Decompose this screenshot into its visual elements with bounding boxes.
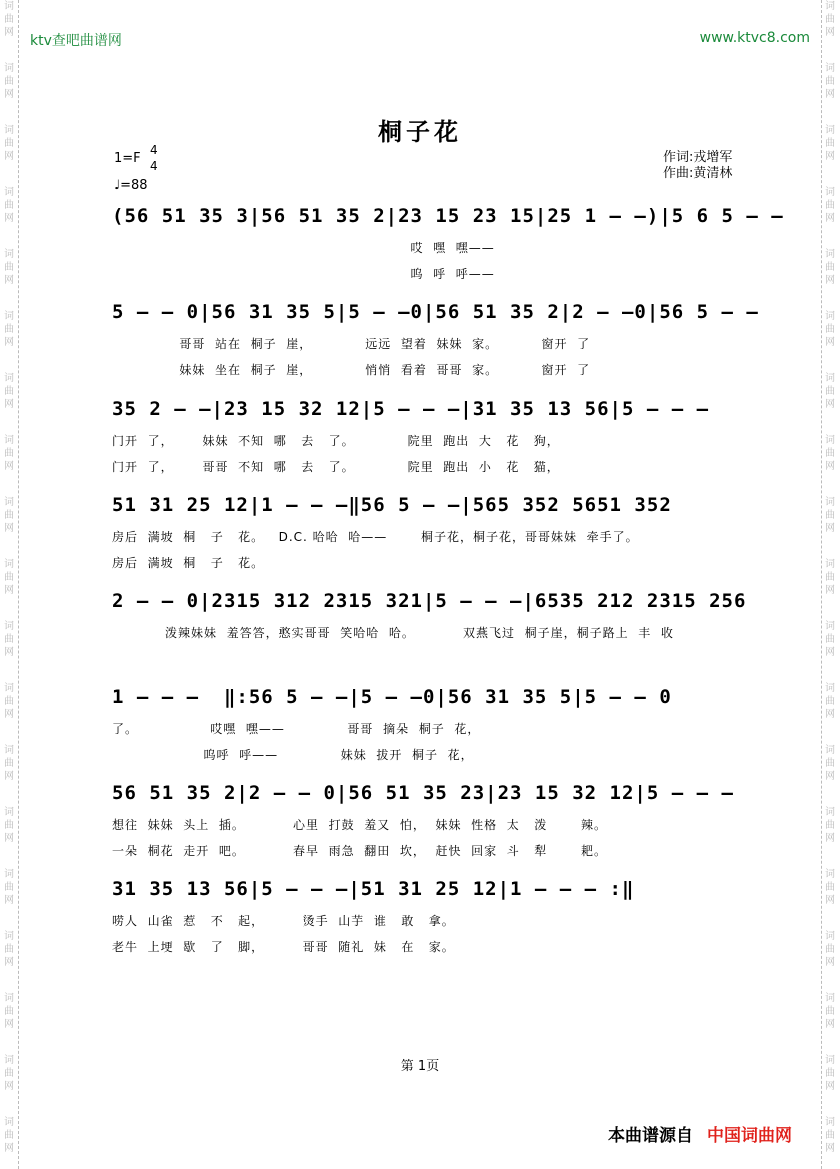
- score-line-lyrics-verse-2: 呜 呼 呼——: [112, 267, 495, 281]
- score-line-notes: 2 — — 0|2315 312 2315 321|5 — — —|6535 212 2315 256: [112, 590, 747, 612]
- watermark-text: 词 曲 网: [4, 249, 14, 286]
- watermark-text: 词 曲 网: [825, 745, 835, 782]
- watermark-text: 词 曲 网: [825, 1, 835, 38]
- page-number: 第 1页: [400, 1059, 440, 1074]
- song-title: 桐子花: [378, 117, 462, 146]
- time-signature-top: 4: [150, 143, 158, 157]
- tempo-marking: ♩=88: [114, 178, 148, 193]
- watermark-text: 词 曲 网: [825, 621, 835, 658]
- watermark-text: 词 曲 网: [4, 373, 14, 410]
- watermark-text: 词 曲 网: [825, 683, 835, 720]
- watermark-text: 词 曲 网: [4, 1117, 14, 1154]
- score-line-lyrics-verse-1: 哥哥 站在 桐子 崖， 远远 望着 妹妹 家。 窗开 了: [112, 337, 591, 351]
- time-signature-bottom: 4: [150, 159, 158, 173]
- watermark-text: 词 曲 网: [4, 311, 14, 348]
- key-signature: 1=F: [114, 151, 141, 166]
- watermark-text: 词 曲 网: [825, 807, 835, 844]
- watermark-text: 词 曲 网: [825, 125, 835, 162]
- watermark-text: 词 曲 网: [4, 931, 14, 968]
- score-line-notes: 1 — — — ‖:56 5 — —|5 — —0|56 31 35 5|5 — — 0: [112, 686, 672, 708]
- source-label: 本曲谱源自: [608, 1126, 693, 1146]
- watermark-text: 词 曲 网: [4, 1055, 14, 1092]
- watermark-text: 词 曲 网: [825, 993, 835, 1030]
- credits: [663, 150, 732, 182]
- watermark-text: 词 曲 网: [4, 1, 14, 38]
- watermark-text: 词 曲 网: [4, 125, 14, 162]
- score-line-notes: 5 — — 0|56 31 35 5|5 — —0|56 51 35 2|2 — —0|56 5 — —: [112, 301, 759, 323]
- score-line-lyrics-verse-1: 房后 满坡 桐 子 花。 D.C. 哈哈 哈—— 桐子花，桐子花，哥哥妹妹 牵手了。: [112, 530, 639, 544]
- score-line-notes: 31 35 13 56|5 — — —|51 31 25 12|1 — — — :‖: [112, 878, 635, 900]
- watermark-text: 词 曲 网: [825, 435, 835, 472]
- watermark-text: 词 曲 网: [4, 621, 14, 658]
- watermark-text: 词 曲 网: [4, 435, 14, 472]
- score-line-notes: 56 51 35 2|2 — — 0|56 51 35 23|23 15 32 12|5 — — —: [112, 782, 734, 804]
- watermark-text: 词 曲 网: [4, 187, 14, 224]
- score-line-lyrics-verse-2: 妹妹 坐在 桐子 崖， 悄悄 看着 哥哥 家。 窗开 了: [112, 363, 591, 377]
- score-line-lyrics-verse-2: 呜呼 呼—— 妹妹 拔开 桐子 花，: [112, 748, 474, 762]
- watermark-text: 词 曲 网: [4, 807, 14, 844]
- watermark-text: 词 曲 网: [825, 249, 835, 286]
- watermark-text: 词 曲 网: [825, 1117, 835, 1154]
- time-signature: [150, 142, 158, 174]
- watermark-text: 词 曲 网: [4, 993, 14, 1030]
- score-line-lyrics-verse-2: 老牛 上埂 歇 了 脚， 哥哥 随礼 妹 在 家。: [112, 940, 455, 954]
- watermark-text: 词 曲 网: [825, 869, 835, 906]
- watermark-text: 词 曲 网: [825, 931, 835, 968]
- watermark-text: 词 曲 网: [4, 745, 14, 782]
- watermark-text: 词 曲 网: [825, 497, 835, 534]
- watermark-text: 词 曲 网: [825, 187, 835, 224]
- source-site-link[interactable]: 中国词曲网: [707, 1126, 792, 1146]
- score-line-notes: 35 2 — —|23 15 32 12|5 — — —|31 35 13 56|5 — — —: [112, 398, 710, 420]
- score-line-notes: (56 51 35 3|56 51 35 2|23 15 23 15|25 1 — —)|5 6 5 — —: [112, 205, 784, 227]
- score-line-lyrics-verse-2: 门开 了， 哥哥 不知 哪 去 了。 院里 跑出 小 花 猫，: [112, 460, 560, 474]
- score-line-lyrics-verse-1: 了。 哎嘿 嘿—— 哥哥 摘朵 桐子 花，: [112, 722, 481, 736]
- header-right-site[interactable]: www.ktvc8.com: [699, 30, 810, 46]
- watermark-text: 词 曲 网: [825, 63, 835, 100]
- watermark-text: 词 曲 网: [825, 559, 835, 596]
- watermark-text: 词 曲 网: [4, 497, 14, 534]
- score-line-lyrics-verse-1: 哎 嘿 嘿——: [112, 241, 495, 255]
- watermark-text: 词 曲 网: [4, 63, 14, 100]
- lyricist-credit: 作词:戎增军: [663, 150, 733, 165]
- watermark-text: 词 曲 网: [825, 311, 835, 348]
- score-line-lyrics-verse-1: 门开 了， 妹妹 不知 哪 去 了。 院里 跑出 大 花 狗，: [112, 434, 560, 448]
- header-left-site[interactable]: ktv查吧曲谱网: [30, 33, 122, 49]
- watermark-text: 词 曲 网: [4, 683, 14, 720]
- score-line-lyrics-verse-2: 房后 满坡 桐 子 花。: [112, 556, 265, 570]
- watermark-text: 词 曲 网: [825, 1055, 835, 1092]
- watermark-text: 词 曲 网: [4, 869, 14, 906]
- watermark-text: 词 曲 网: [825, 373, 835, 410]
- composer-credit: 作曲:黄清林: [663, 166, 733, 181]
- score-line-lyrics-verse-1: 泼辣妹妹 羞答答，憨实哥哥 笑哈哈 哈。 双燕飞过 桐子崖，桐子路上 丰 收: [112, 626, 674, 640]
- score-line-lyrics-verse-2: 一朵 桐花 走开 吧。 春早 雨急 翻田 坎， 赶快 回家 斗 犁 耙。: [112, 844, 607, 858]
- score-line-lyrics-verse-1: 唠人 山雀 惹 不 起， 烫手 山芋 谁 敢 拿。: [112, 914, 455, 928]
- watermark-text: 词 曲 网: [4, 559, 14, 596]
- source-credit: [608, 1121, 792, 1146]
- score-line-notes: 51 31 25 12|1 — — —‖56 5 — —|565 352 5651 352: [112, 494, 672, 516]
- score-line-lyrics-verse-1: 想往 妹妹 头上 插。 心里 打鼓 羞又 怕， 妹妹 性格 太 泼 辣。: [112, 818, 607, 832]
